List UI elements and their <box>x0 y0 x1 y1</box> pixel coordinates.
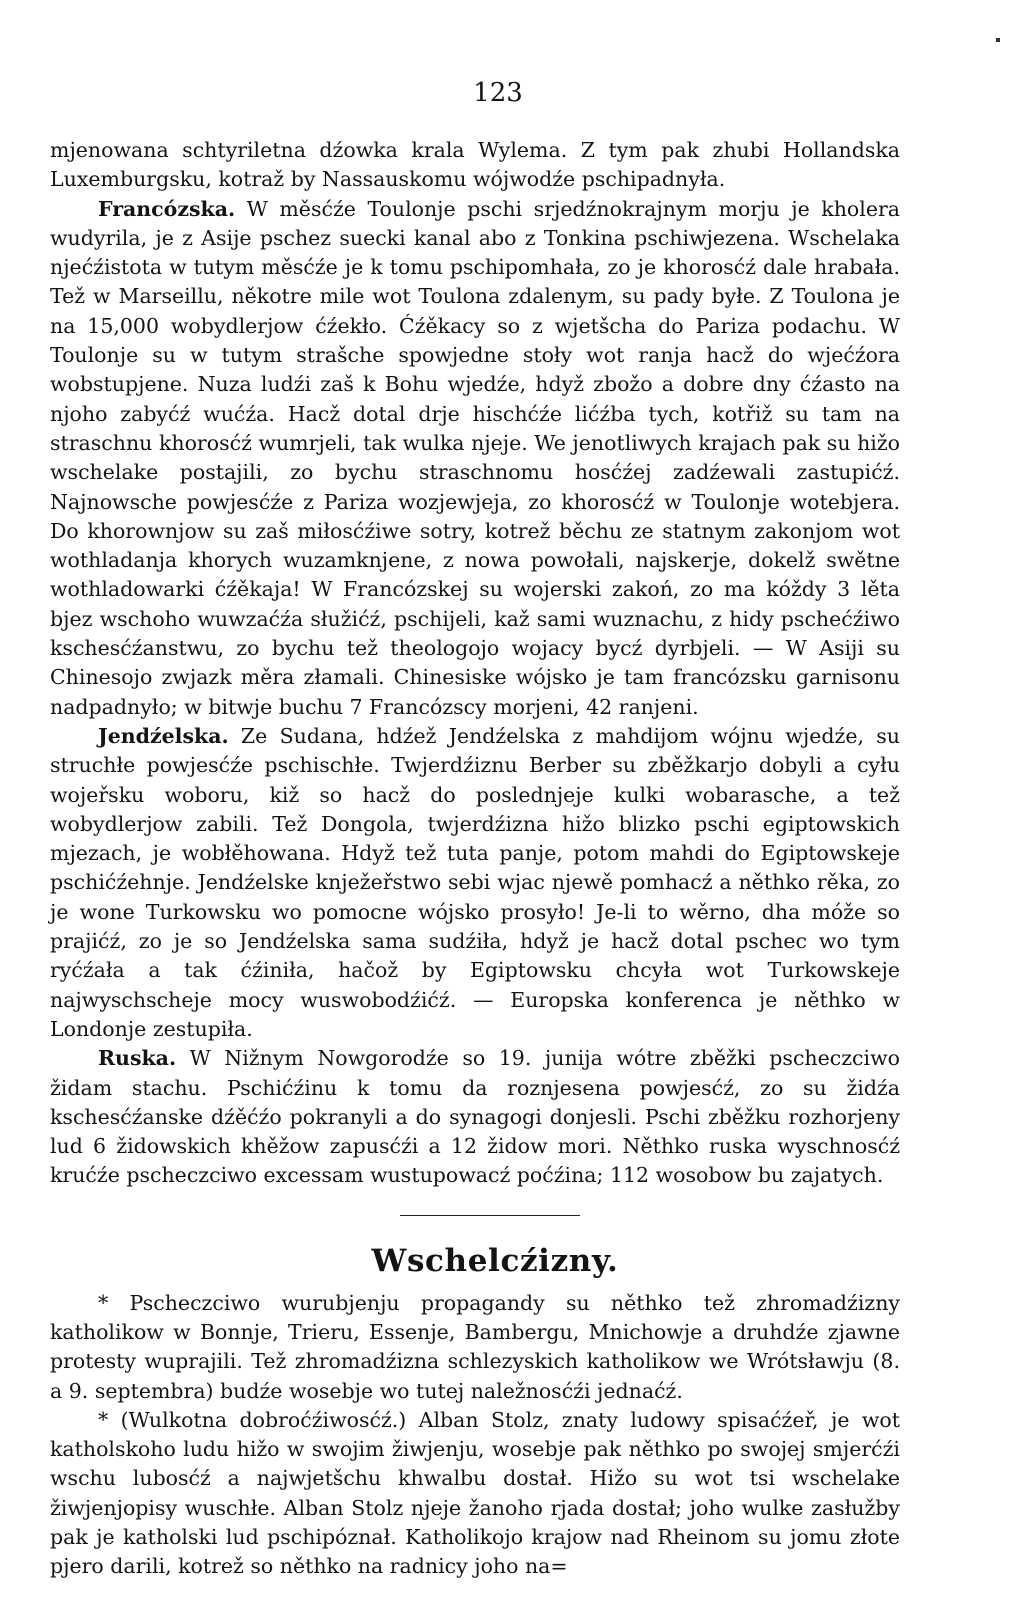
section-divider <box>50 1191 900 1231</box>
paragraph-text: mjenowana schtyriletna dźowka krala Wylema. Z tym pak zhubi Hollandska Luxemburgsku, kotraž by Nassauskomu wójwodźe pschipadnyła. <box>50 138 900 192</box>
paragraph-ruska <box>50 1044 900 1190</box>
paragraph-alban-stolz <box>50 1406 900 1582</box>
paragraph-text: W měsćźe Toulonje pschi srjedźnokrajnym morju je kholera wudyrila, je z Asije pschez suecki kanal abo z Tonkina pschiwjezena. Wschelaka njećźistota w tutym měsćźe je k tomu pschipomhała, zo je khorosćź dale hrabała. Tež w Marseillu, někotre mile wot Toulona zdalenym, su pady byłe. Z Toulona je na 15,000 wobydlerjow ćźekło. Ćźěkacy so z wjetšcha do Pariza podachu. W Toulonje su w tutym strašche spowjedne stoły wot ranja hacž do wjećźora wobstupjene. Nuza ludźi zaš k Bohu wjedźe, hdyž zbožo a dobre dny ćźasto na njoho zabyćź wućźa. Hacž dotal drje hischćźe lićźba tych, kotřiž su tam na straschnu khorosćź wumrjeli, tak wulka njeje. We jenotliwych krajach pak su hižo wschelake postajili, zo bychu straschnomu hosćźej zadźewali zastupićź. Najnowsche powjesćźe z Pariza wozjewjeja, zo khorosćź w Toulonje wotebjera. Do khorownjow su zaš miłosćźiwe sotry, kotrež běchu ze statnym zakonjom wot wothladanja khorych wuzamknjene, z nowa powołali, najskerje, dokelž swětne wothladowarki ćźěkaja! W Francózskej su wojerski zakoń, zo ma kóždy 3 lěta bjez wschoho wuwzaćźa słužićź, pschijeli, kaž sami wuznachu, z hidy pschećźiwo kschesćźanstwu, zo bychu tež theologojo wojacy bycź dyrbjeli. — W Asiji su Chinesojo zwjazk měra złamali. Chinesiske wójsko je tam francózsku garnisonu nadpadnyło; w bitwje buchu 7 Francózscy morjeni, 42 ranjeni. <box>50 196 900 719</box>
paragraph-luxemburg <box>50 136 900 195</box>
main-text-column <box>50 136 900 1582</box>
divider-line <box>400 1215 580 1216</box>
scan-edge-mark <box>996 38 1000 42</box>
page-number: 123 <box>473 78 523 108</box>
paragraph-text: * (Wulkotna dobroćźiwosćź.) Alban Stolz, znaty ludowy spisaćźeř, je wot katholskoho ludu hižo w swojim žiwjenju, wosebje pak něthko po swojej smjerćźi wschu lubosćź a najwjetšchu khwalbu dostał. Hižo su wot tsi wschelake žiwjenjopisy wuschłe. Alban Stolz njeje žanoho rjada dostał; joho wulke zasłužby pak je katholski lud pschipóznał. Katholikojo krajow nad Rheinom su jomu złote pjero darili, kotrež so něthko na radnicy joho na= <box>50 1407 900 1579</box>
paragraph-text: Ze Sudana, hdźež Jendźelska z mahdijom wójnu wjedźe, su struchłe powjesćźe pschischłe. Twjerdźiznu Berber su zběžkarjo dobyli a cyłu wojeřsku woboru, kiž so hacž do poslednjeje kulki wobarasche, a tež wobydlerjow zabili. Tež Dongola, twjerdźizna hižo blizko pschi egiptowskich mjezach, je wobłěhowana. Hdyž tež tuta panje, potom mahdi do Egiptowskeje pschićźehnje. Jendźelske knježeřstwo sebi wjac njewě pomhacź a něthko rěka, zo je wone Turkowsku wo pomocne wójsko prosyło! Je-li to wěrno, dha móže so prajićź, zo je so Jendźelska sama sudźiła, hdyž je hacž dotal pschec wo tym ryćźała a tak ćźiniła, hačož by Egiptowsku chcyła wot Turkowskeje najwyschscheje mocy wuswobodźićź. — Europska konferenca je něthko w Londonje zestupiła. <box>50 723 900 1041</box>
section-title: Wschelcźizny. <box>371 1242 619 1279</box>
paragraph-text: * Pscheczciwo wurubjenju propagandy su něthko tež zhromadźizny katholikow w Bonnje, Trieru, Essenje, Bambergu, Mnichowje a druhdźe zjawne protesty wuprajili. Tež zhromadźizna schlezyskich katholikow we Wrótsławju (8. a 9. septembra) budźe wosebje wo tutej naležnosćźi jednaćź. <box>50 1290 900 1403</box>
heading-jendzelska: Jendźelska. <box>98 723 229 748</box>
paragraph-francozska <box>50 195 900 722</box>
paragraph-propaganda <box>50 1289 900 1406</box>
heading-francozska: Francózska. <box>98 196 236 221</box>
heading-ruska: Ruska. <box>98 1046 177 1071</box>
paragraph-text: W Nižnym Nowgorodźe so 19. junija wótre zběžki pscheczciwo židam stachu. Pschićźinu k tomu da roznjesena powjesćź, zo su židźa kschesćźanske dźěćźo pokranyli a do synagogi donjesli. Pschi zběžku rozhorjeny lud 6 židowskich khěžow zapusćźi a 12 židow mori. Něthko ruska wyschnosćź krućźe pscheczciwo excessam wustupowacź poćźina; 112 wosobow bu zajatych. <box>50 1046 900 1188</box>
paragraph-jendzelska <box>50 722 900 1044</box>
